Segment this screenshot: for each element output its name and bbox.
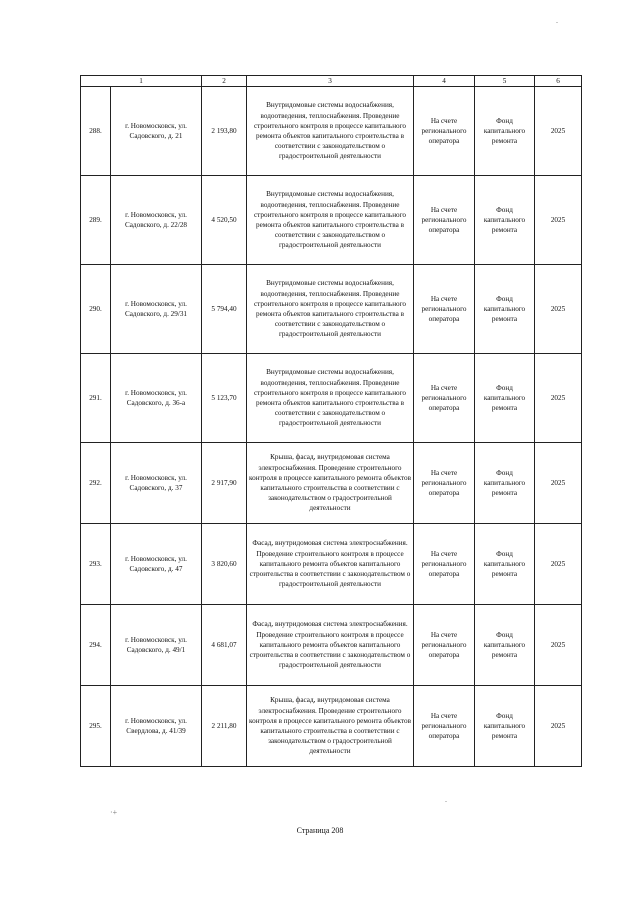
funding-source-cell: Фонд капитального ремонта	[475, 265, 535, 354]
table-row	[81, 524, 582, 605]
amount-cell: 2 917,90	[202, 443, 247, 524]
year-cell: 2025	[535, 686, 582, 767]
year-cell: 2025	[535, 265, 582, 354]
amount-cell: 5 794,40	[202, 265, 247, 354]
row-number-cell: 294.	[81, 605, 111, 686]
year-cell: 2025	[535, 524, 582, 605]
funding-source-cell: Фонд капитального ремонта	[475, 176, 535, 265]
amount-cell: 5 123,70	[202, 354, 247, 443]
year-cell: 2025	[535, 605, 582, 686]
funding-source-cell: Фонд капитального ремонта	[475, 87, 535, 176]
row-number-cell: 288.	[81, 87, 111, 176]
account-cell: На счете регионального оператора	[414, 524, 475, 605]
table-row	[81, 605, 582, 686]
account-cell: На счете регионального оператора	[414, 87, 475, 176]
works-description-cell: Внутридомовые системы водоснабжения, водоотведения, теплоснабжения. Проведение строительного контроля в процессе капитального ремонта объектов капитального строительства в соответствии с законодательством о градостроительной деятельности	[247, 87, 414, 176]
funding-source-cell: Фонд капитального ремонта	[475, 443, 535, 524]
works-description-cell: Внутридомовые системы водоснабжения, водоотведения, теплоснабжения. Проведение строительного контроля в процессе капитального ремонта объектов капитального строительства в соответствии с законодательством о градостроительной деятельности	[247, 354, 414, 443]
scan-speck: .	[556, 16, 558, 25]
capital-repair-table	[80, 75, 582, 767]
row-number-cell: 290.	[81, 265, 111, 354]
year-cell: 2025	[535, 176, 582, 265]
funding-source-cell: Фонд капитального ремонта	[475, 354, 535, 443]
works-description-cell: Фасад, внутридомовая система электроснабжения. Проведение строительного контроля в процессе капитального ремонта объектов капитального строительства в соответствии с законодательством о градостроительной деятельности	[247, 605, 414, 686]
column-header-2: 2	[202, 76, 247, 87]
row-number-cell: 292.	[81, 443, 111, 524]
row-number-cell: 295.	[81, 686, 111, 767]
column-header-3: 3	[247, 76, 414, 87]
account-cell: На счете регионального оператора	[414, 354, 475, 443]
column-number-row	[81, 76, 582, 87]
table-row	[81, 354, 582, 443]
works-description-cell: Внутридомовые системы водоснабжения, водоотведения, теплоснабжения. Проведение строительного контроля в процессе капитального ремонта объектов капитального строительства в соответствии с законодательством о градостроительной деятельности	[247, 176, 414, 265]
amount-cell: 2 193,80	[202, 87, 247, 176]
address-cell: г. Новомосковск, ул. Садовского, д. 49/1	[111, 605, 202, 686]
funding-source-cell: Фонд капитального ремонта	[475, 605, 535, 686]
account-cell: На счете регионального оператора	[414, 443, 475, 524]
works-description-cell: Крыша, фасад, внутридомовая система электроснабжения. Проведение строительного контроля в процессе капитального ремонта объектов капитального строительства в соответствии с законодательством о градостроительной деятельности	[247, 686, 414, 767]
amount-cell: 3 820,60	[202, 524, 247, 605]
account-cell: На счете регионального оператора	[414, 265, 475, 354]
column-header-5: 5	[475, 76, 535, 87]
address-cell: г. Новомосковск, ул. Свердлова, д. 41/39	[111, 686, 202, 767]
table-row	[81, 176, 582, 265]
column-header-4: 4	[414, 76, 475, 87]
account-cell: На счете регионального оператора	[414, 605, 475, 686]
scan-speck: .	[445, 795, 447, 804]
scan-speck: ·+	[110, 808, 118, 817]
address-cell: г. Новомосковск, ул. Садовского, д. 29/31	[111, 265, 202, 354]
amount-cell: 2 211,80	[202, 686, 247, 767]
address-cell: г. Новомосковск, ул. Садовского, д. 21	[111, 87, 202, 176]
year-cell: 2025	[535, 87, 582, 176]
year-cell: 2025	[535, 443, 582, 524]
amount-cell: 4 520,50	[202, 176, 247, 265]
row-number-cell: 289.	[81, 176, 111, 265]
table-body	[81, 76, 582, 767]
address-cell: г. Новомосковск, ул. Садовского, д. 47	[111, 524, 202, 605]
address-cell: г. Новомосковск, ул. Садовского, д. 37	[111, 443, 202, 524]
table-row	[81, 87, 582, 176]
row-number-cell: 291.	[81, 354, 111, 443]
table-row	[81, 686, 582, 767]
address-cell: г. Новомосковск, ул. Садовского, д. 36-а	[111, 354, 202, 443]
works-description-cell: Крыша, фасад, внутридомовая система электроснабжения. Проведение строительного контроля в процессе капитального ремонта объектов капитального строительства в соответствии с законодательством о градостроительной деятельности	[247, 443, 414, 524]
table-row	[81, 443, 582, 524]
funding-source-cell: Фонд капитального ремонта	[475, 524, 535, 605]
works-description-cell: Внутридомовые системы водоснабжения, водоотведения, теплоснабжения. Проведение строительного контроля в процессе капитального ремонта объектов капитального строительства в соответствии с законодательством о градостроительной деятельности	[247, 265, 414, 354]
address-cell: г. Новомосковск, ул. Садовского, д. 22/28	[111, 176, 202, 265]
account-cell: На счете регионального оператора	[414, 686, 475, 767]
funding-source-cell: Фонд капитального ремонта	[475, 686, 535, 767]
amount-cell: 4 681,07	[202, 605, 247, 686]
year-cell: 2025	[535, 354, 582, 443]
account-cell: На счете регионального оператора	[414, 176, 475, 265]
works-description-cell: Фасад, внутридомовая система электроснабжения. Проведение строительного контроля в процессе капитального ремонта объектов капитального строительства в соответствии с законодательством о градостроительной деятельности	[247, 524, 414, 605]
column-header-1: 1	[81, 76, 202, 87]
row-number-cell: 293.	[81, 524, 111, 605]
column-header-6: 6	[535, 76, 582, 87]
table-row	[81, 265, 582, 354]
page-number: Страница 208	[296, 826, 344, 835]
